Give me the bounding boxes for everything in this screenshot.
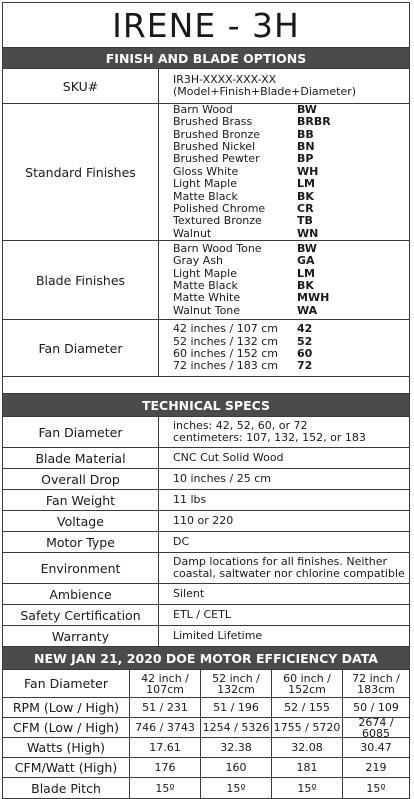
overall-drop-label: Overall Drop bbox=[3, 469, 159, 489]
doe-header-label: Fan Diameter bbox=[3, 670, 130, 698]
standard-finishes-list bbox=[159, 104, 409, 240]
blade-finishes-label: Blade Finishes bbox=[3, 241, 159, 319]
list-item: 60 inches / 152 cm 60 bbox=[173, 347, 313, 360]
list-item: Light Maple LM bbox=[173, 266, 315, 280]
ambience-value: Silent bbox=[173, 586, 205, 600]
fan-diameter-list bbox=[159, 320, 409, 376]
list-item: Gloss White WH bbox=[173, 164, 319, 178]
table-cell: 1755 / 5720 bbox=[272, 718, 343, 738]
fan-weight-value: 11 lbs bbox=[173, 492, 207, 506]
table-cell: 15º bbox=[201, 778, 272, 798]
doe-header-col-42: 42 inch / 107cm bbox=[130, 670, 201, 698]
list-item: Matte Black BK bbox=[173, 189, 314, 203]
fan-weight-label: Fan Weight bbox=[3, 490, 159, 510]
doe-row-label: CFM (Low / High) bbox=[3, 718, 130, 738]
blade-material-row bbox=[3, 448, 409, 469]
doe-efficiency-heading: NEW JAN 21, 2020 DOE MOTOR EFFICIENCY DATA bbox=[3, 647, 409, 670]
environment-row bbox=[3, 553, 409, 584]
list-item: Gray Ash GA bbox=[173, 254, 315, 268]
fan-weight-row bbox=[3, 490, 409, 511]
doe-header-col-52: 52 inch / 132cm bbox=[201, 670, 272, 698]
list-item: Barn Wood Tone BW bbox=[173, 241, 317, 255]
table-cell: 32.08 bbox=[272, 738, 343, 758]
standard-finishes-label: Standard Finishes bbox=[3, 104, 159, 240]
product-title: IRENE - 3H bbox=[3, 3, 409, 48]
technical-specs-heading: TECHNICAL SPECS bbox=[3, 394, 409, 417]
motor-type-row bbox=[3, 532, 409, 553]
voltage-value: 110 or 220 bbox=[173, 513, 234, 527]
list-item: Polished Chrome CR bbox=[173, 202, 314, 216]
table-cell: 15º bbox=[130, 778, 201, 798]
sku-legend: (Model+Finish+Blade+Diameter) bbox=[173, 85, 357, 98]
list-item: 52 inches / 132 cm 52 bbox=[173, 334, 313, 348]
standard-finishes-row bbox=[3, 104, 409, 241]
table-cell: 32.38 bbox=[201, 738, 272, 758]
table-cell: 181 bbox=[272, 758, 343, 778]
sku-row bbox=[3, 69, 409, 104]
list-item: Matte Black BK bbox=[173, 279, 314, 292]
overall-drop-row bbox=[3, 469, 409, 490]
blade-finishes-list bbox=[159, 241, 409, 319]
safety-certification-value: ETL / CETL bbox=[173, 607, 231, 621]
table-cell: 160 bbox=[201, 758, 272, 778]
warranty-row bbox=[3, 626, 409, 647]
safety-certification-label: Safety Certification bbox=[3, 605, 159, 625]
environment-label: Environment bbox=[3, 553, 159, 583]
voltage-label: Voltage bbox=[3, 511, 159, 531]
doe-header-col-60: 60 inch / 152cm bbox=[272, 670, 343, 698]
motor-type-value: DC bbox=[173, 534, 190, 548]
table-cell: 219 bbox=[343, 758, 409, 778]
environment-value: Damp locations for all finishes. Neither coastal, saltwater nor chlorine compatible bbox=[173, 554, 405, 580]
doe-row-label: Watts (High) bbox=[3, 738, 130, 758]
ambience-label: Ambience bbox=[3, 584, 159, 604]
table-cell: 50 / 109 bbox=[343, 698, 409, 718]
warranty-label: Warranty bbox=[3, 626, 159, 646]
table-cell: 1254 / 5326 bbox=[201, 718, 272, 738]
blade-finishes-row bbox=[3, 241, 409, 320]
sku-pattern: IR3H-XXXX-XXX-XX bbox=[173, 72, 277, 86]
tech-fan-diameter-value: inches: 42, 52, 60, or 72 centimeters: 107, 132, 152, or 183 bbox=[173, 418, 366, 444]
table-cell: 30.47 bbox=[343, 738, 409, 758]
doe-header-col-72: 72 inch / 183cm bbox=[343, 670, 409, 698]
section-spacer bbox=[3, 376, 409, 394]
spec-sheet bbox=[2, 2, 410, 799]
list-item: Light Maple LM bbox=[173, 177, 315, 191]
finish-fan-diameter-row bbox=[3, 320, 409, 376]
blade-material-label: Blade Material bbox=[3, 448, 159, 468]
blade-material-value: CNC Cut Solid Wood bbox=[173, 450, 284, 464]
list-item: Brushed Pewter BP bbox=[173, 152, 314, 166]
table-cell: 51 / 231 bbox=[130, 698, 201, 718]
table-cell: 746 / 3743 bbox=[130, 718, 201, 738]
sku-value bbox=[159, 69, 409, 103]
sku-label: SKU# bbox=[3, 69, 159, 103]
list-item: Walnut WN bbox=[173, 226, 319, 240]
list-item: Walnut Tone WA bbox=[173, 303, 318, 317]
tech-fan-diameter-label: Fan Diameter bbox=[3, 417, 159, 447]
table-cell: 2674 / 6085 bbox=[343, 718, 409, 738]
list-item: 72 inches / 183 cm 72 bbox=[173, 359, 313, 373]
list-item: Brushed Brass BRBR bbox=[173, 115, 331, 129]
table-cell: 17.61 bbox=[130, 738, 201, 758]
doe-row-label: Blade Pitch bbox=[3, 778, 130, 798]
table-cell: 51 / 196 bbox=[201, 698, 272, 718]
doe-row-label: CFM/Watt (High) bbox=[3, 758, 130, 778]
voltage-row bbox=[3, 511, 409, 532]
list-item: Barn Wood BW bbox=[173, 102, 317, 116]
finish-options-heading: FINISH AND BLADE OPTIONS bbox=[3, 48, 409, 69]
list-item: 42 inches / 107 cm 42 bbox=[173, 322, 313, 336]
safety-certification-row bbox=[3, 605, 409, 626]
warranty-value: Limited Lifetime bbox=[173, 628, 263, 642]
doe-row-label: RPM (Low / High) bbox=[3, 698, 130, 718]
table-cell: 15º bbox=[272, 778, 343, 798]
motor-type-label: Motor Type bbox=[3, 532, 159, 552]
list-item: Textured Bronze TB bbox=[173, 214, 313, 228]
table-cell: 176 bbox=[130, 758, 201, 778]
list-item: Brushed Bronze BB bbox=[173, 127, 314, 141]
finish-fan-diameter-label: Fan Diameter bbox=[3, 320, 159, 376]
table-cell: 52 / 155 bbox=[272, 698, 343, 718]
overall-drop-value: 10 inches / 25 cm bbox=[173, 471, 271, 485]
doe-efficiency-table bbox=[3, 670, 409, 798]
ambience-row bbox=[3, 584, 409, 605]
list-item: Matte White MWH bbox=[173, 291, 330, 305]
tech-fan-diameter-row bbox=[3, 417, 409, 448]
list-item: Brushed Nickel BN bbox=[173, 139, 315, 153]
table-cell: 15º bbox=[366, 781, 386, 795]
